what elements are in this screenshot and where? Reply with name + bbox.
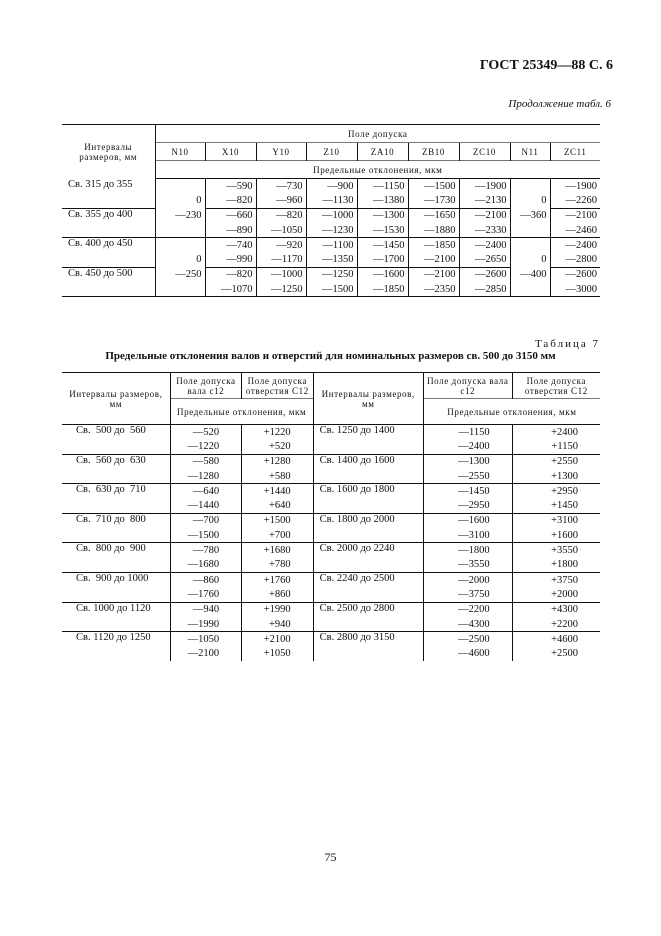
zc11-cell: —2400 xyxy=(550,238,600,253)
interval-cell-left: Св. 1120 до 1250 xyxy=(62,632,170,661)
table-row xyxy=(62,484,600,499)
c12-cell-left: —1440 xyxy=(170,498,241,513)
table-row xyxy=(62,572,600,587)
n10-cell xyxy=(155,223,205,238)
z10-cell: —900 xyxy=(306,179,357,194)
C12-cell-right: +3100 xyxy=(512,513,600,528)
c12-cell-right: —2550 xyxy=(423,469,512,484)
interval-cell-right: Св. 2240 до 2500 xyxy=(313,572,423,602)
tolerance-field-header: Поле допуска xyxy=(155,125,600,143)
c12-cell-right: —2000 xyxy=(423,572,512,587)
column-header-x10: X10 xyxy=(205,143,256,161)
n10-cell xyxy=(155,282,205,297)
y10-cell: —1170 xyxy=(256,252,306,267)
C12-cell-left: +1440 xyxy=(242,484,313,499)
deviations-header: Предельные отклонения, мкм xyxy=(155,161,600,179)
za10-cell: —1380 xyxy=(357,193,408,208)
n10-cell: 0 xyxy=(155,193,205,208)
table-6 xyxy=(62,124,600,297)
c12-cell-right: —1450 xyxy=(423,484,512,499)
deviations-header-left: Предельные отклонения, мкм xyxy=(170,399,313,425)
C12-cell-left: +1280 xyxy=(242,454,313,469)
interval-cell-left: Св. 800 до 900 xyxy=(62,543,170,573)
c12-cell-left: —780 xyxy=(170,543,241,558)
z10-cell: —1250 xyxy=(306,267,357,282)
x10-cell: —820 xyxy=(205,267,256,282)
n10-cell: —230 xyxy=(155,208,205,223)
interval-cell-right: Св. 2000 до 2240 xyxy=(313,543,423,573)
z10-cell: —1100 xyxy=(306,238,357,253)
c12-cell-left: —1760 xyxy=(170,587,241,602)
za10-cell: —1850 xyxy=(357,282,408,297)
table-7-label: Таблица 7 xyxy=(534,338,600,350)
x10-cell: —1070 xyxy=(205,282,256,297)
interval-cell-left: Св. 1000 до 1120 xyxy=(62,602,170,632)
column-header-n10: N10 xyxy=(155,143,205,161)
x10-cell: —740 xyxy=(205,238,256,253)
x10-cell: —660 xyxy=(205,208,256,223)
c12-cell-right: —1300 xyxy=(423,454,512,469)
n11-cell: —400 xyxy=(510,267,550,282)
document-header: ГОСТ 25349—88 С. 6 xyxy=(479,58,613,73)
c12-cell-left: —940 xyxy=(170,602,241,617)
column-header-zb10: ZB10 xyxy=(408,143,459,161)
za10-cell: —1600 xyxy=(357,267,408,282)
interval-cell-right: Св. 1250 до 1400 xyxy=(313,425,423,455)
C12-cell-left: +580 xyxy=(242,469,313,484)
C12-cell-right: +1450 xyxy=(512,498,600,513)
C12-cell-left: +520 xyxy=(242,439,313,454)
n10-cell: 0 xyxy=(155,252,205,267)
y10-cell: —960 xyxy=(256,193,306,208)
c12-header-left: Поле допуска вала c12 xyxy=(170,373,241,399)
interval-cell-right: Св. 1600 до 1800 xyxy=(313,484,423,514)
c12-cell-left: —1050 xyxy=(170,632,241,647)
c12-cell-left: —640 xyxy=(170,484,241,499)
n11-cell xyxy=(510,223,550,238)
interval-cell: Св. 315 до 355 xyxy=(68,178,133,190)
c12-cell-left: —1280 xyxy=(170,469,241,484)
zc10-cell: —2600 xyxy=(459,267,510,282)
interval-cell-right: Св. 1800 до 2000 xyxy=(313,513,423,543)
interval-cell-right: Св. 1400 до 1600 xyxy=(313,454,423,484)
C12-cell-right: +3550 xyxy=(512,543,600,558)
column-header-za10: ZA10 xyxy=(357,143,408,161)
zc10-cell: —2850 xyxy=(459,282,510,297)
n11-cell xyxy=(510,238,550,253)
zb10-cell: —1730 xyxy=(408,193,459,208)
C12-cell-right: +1150 xyxy=(512,439,600,454)
zb10-cell: —1880 xyxy=(408,223,459,238)
n10-cell: —250 xyxy=(155,267,205,282)
C12-cell-right: +2550 xyxy=(512,454,600,469)
x10-cell: —890 xyxy=(205,223,256,238)
zc11-cell: —2800 xyxy=(550,252,600,267)
deviations-header-right: Предельные отклонения, мкм xyxy=(423,399,600,425)
table-7-title: Предельные отклонения валов и отверстий для номинальных размеров св. 500 до 3150 мм xyxy=(105,350,556,362)
interval-cell-right: Св. 2500 до 2800 xyxy=(313,602,423,632)
table-row xyxy=(62,208,600,223)
C12-cell-right: +1600 xyxy=(512,528,600,543)
interval-cell: Св. 450 до 500 xyxy=(62,267,155,297)
column-header-z10: Z10 xyxy=(306,143,357,161)
interval-cell: Св. 355 до 400 xyxy=(62,208,155,238)
x10-cell: —820 xyxy=(205,193,256,208)
zc10-cell: —2650 xyxy=(459,252,510,267)
c12-cell-left: —520 xyxy=(170,425,241,440)
C12-cell-right: +2950 xyxy=(512,484,600,499)
C12-cell-right: +2000 xyxy=(512,587,600,602)
intervals-header-right: Интервалы размеров, мм xyxy=(313,373,423,425)
c12-cell-right: —2950 xyxy=(423,498,512,513)
c12-cell-left: —2100 xyxy=(170,646,241,660)
zb10-cell: —2100 xyxy=(408,267,459,282)
n11-cell xyxy=(510,282,550,297)
c12-cell-left: —860 xyxy=(170,572,241,587)
zc11-cell: —2260 xyxy=(550,193,600,208)
C12-cell-left: +1500 xyxy=(242,513,313,528)
zc11-cell: —1900 xyxy=(550,179,600,194)
zb10-cell: —2100 xyxy=(408,252,459,267)
interval-cell-left: Св. 710 до 800 xyxy=(62,513,170,543)
table-row xyxy=(62,179,600,194)
C12-cell-left: +700 xyxy=(242,528,313,543)
C12-cell-right: +3750 xyxy=(512,572,600,587)
zc10-cell: —2400 xyxy=(459,238,510,253)
zc11-cell: —2600 xyxy=(550,267,600,282)
table-row xyxy=(62,425,600,440)
C12-cell-left: +1990 xyxy=(242,602,313,617)
interval-cell: Св. 400 до 450 xyxy=(62,238,155,268)
za10-cell: —1150 xyxy=(357,179,408,194)
y10-cell: —1250 xyxy=(256,282,306,297)
x10-cell: —990 xyxy=(205,252,256,267)
c12-cell-right: —2500 xyxy=(423,632,512,647)
c12-cell-left: —1220 xyxy=(170,439,241,454)
column-header-n11: N11 xyxy=(510,143,550,161)
interval-cell-left: Св. 630 до 710 xyxy=(62,484,170,514)
C12-cell-right: +2200 xyxy=(512,617,600,632)
C12-cell-right: +4600 xyxy=(512,632,600,647)
C12-cell-left: +780 xyxy=(242,558,313,573)
y10-cell: —920 xyxy=(256,238,306,253)
z10-cell: —1230 xyxy=(306,223,357,238)
C12-cell-right: +2500 xyxy=(512,646,600,660)
column-header-y10: Y10 xyxy=(256,143,306,161)
interval-cell-left: Св. 900 до 1000 xyxy=(62,572,170,602)
interval-cell-right: Св. 2800 до 3150 xyxy=(313,632,423,661)
c12-header-right: Поле допуска вала c12 xyxy=(423,373,512,399)
y10-cell: —820 xyxy=(256,208,306,223)
z10-cell: —1350 xyxy=(306,252,357,267)
table-row xyxy=(62,513,600,528)
C12-cell-right: +1300 xyxy=(512,469,600,484)
c12-cell-right: —1600 xyxy=(423,513,512,528)
C12-cell-right: +4300 xyxy=(512,602,600,617)
page-number: 75 xyxy=(324,850,337,864)
c12-cell-right: —3100 xyxy=(423,528,512,543)
c12-cell-left: —1680 xyxy=(170,558,241,573)
z10-cell: —1000 xyxy=(306,208,357,223)
C12-cell-right: +2400 xyxy=(512,425,600,440)
n10-cell xyxy=(155,238,205,253)
za10-cell: —1450 xyxy=(357,238,408,253)
zb10-cell: —1500 xyxy=(408,179,459,194)
za10-cell: —1300 xyxy=(357,208,408,223)
C12-cell-left: +1050 xyxy=(242,646,313,660)
table-row xyxy=(62,602,600,617)
y10-cell: —1050 xyxy=(256,223,306,238)
table-row xyxy=(62,543,600,558)
C12-header-left: Поле допуска отверстия С12 xyxy=(242,373,313,399)
zc11-cell: —3000 xyxy=(550,282,600,297)
C12-cell-left: +1220 xyxy=(242,425,313,440)
zb10-cell: —1850 xyxy=(408,238,459,253)
za10-cell: —1700 xyxy=(357,252,408,267)
intervals-header: Интервалы размеров, мм xyxy=(79,141,138,162)
zc11-cell: —2100 xyxy=(550,208,600,223)
z10-cell: —1500 xyxy=(306,282,357,297)
c12-cell-left: —1990 xyxy=(170,617,241,632)
C12-cell-left: +640 xyxy=(242,498,313,513)
z10-cell: —1130 xyxy=(306,193,357,208)
intervals-header-left: Интервалы размеров, мм xyxy=(69,388,163,409)
zb10-cell: —1650 xyxy=(408,208,459,223)
c12-cell-left: —580 xyxy=(170,454,241,469)
C12-cell-left: +2100 xyxy=(242,632,313,647)
y10-cell: —1000 xyxy=(256,267,306,282)
c12-cell-right: —1800 xyxy=(423,543,512,558)
c12-cell-left: —700 xyxy=(170,513,241,528)
zb10-cell: —2350 xyxy=(408,282,459,297)
column-header-zc10: ZC10 xyxy=(459,143,510,161)
C12-cell-left: +1680 xyxy=(242,543,313,558)
zc10-cell: —2130 xyxy=(459,193,510,208)
c12-cell-right: —4300 xyxy=(423,617,512,632)
C12-cell-right: +1800 xyxy=(512,558,600,573)
zc10-cell: —1900 xyxy=(459,179,510,194)
n11-cell xyxy=(510,179,550,194)
table-row xyxy=(62,454,600,469)
table-row xyxy=(62,267,600,282)
table-row xyxy=(62,238,600,253)
c12-cell-right: —2400 xyxy=(423,439,512,454)
c12-cell-right: —3550 xyxy=(423,558,512,573)
c12-cell-left: —1500 xyxy=(170,528,241,543)
table-continuation-note: Продолжение табл. 6 xyxy=(508,98,611,110)
zc10-cell: —2100 xyxy=(459,208,510,223)
n10-cell xyxy=(155,179,205,194)
C12-cell-left: +860 xyxy=(242,587,313,602)
C12-cell-left: +940 xyxy=(242,617,313,632)
c12-cell-right: —3750 xyxy=(423,587,512,602)
c12-cell-right: —1150 xyxy=(423,425,512,440)
zc10-cell: —2330 xyxy=(459,223,510,238)
n11-cell: 0 xyxy=(510,193,550,208)
y10-cell: —730 xyxy=(256,179,306,194)
zc11-cell: —2460 xyxy=(550,223,600,238)
za10-cell: —1530 xyxy=(357,223,408,238)
C12-cell-left: +1760 xyxy=(242,572,313,587)
n11-cell: —360 xyxy=(510,208,550,223)
column-header-zc11: ZC11 xyxy=(550,143,600,161)
x10-cell: —590 xyxy=(205,179,256,194)
C12-header-right: Поле допуска отверстия С12 xyxy=(512,373,600,399)
interval-cell-left: Св. 500 до 560 xyxy=(62,425,170,455)
c12-cell-right: —2200 xyxy=(423,602,512,617)
table-row xyxy=(62,632,600,647)
n11-cell: 0 xyxy=(510,252,550,267)
table-7 xyxy=(62,372,600,661)
c12-cell-right: —4600 xyxy=(423,646,512,660)
interval-cell-left: Св. 560 до 630 xyxy=(62,454,170,484)
